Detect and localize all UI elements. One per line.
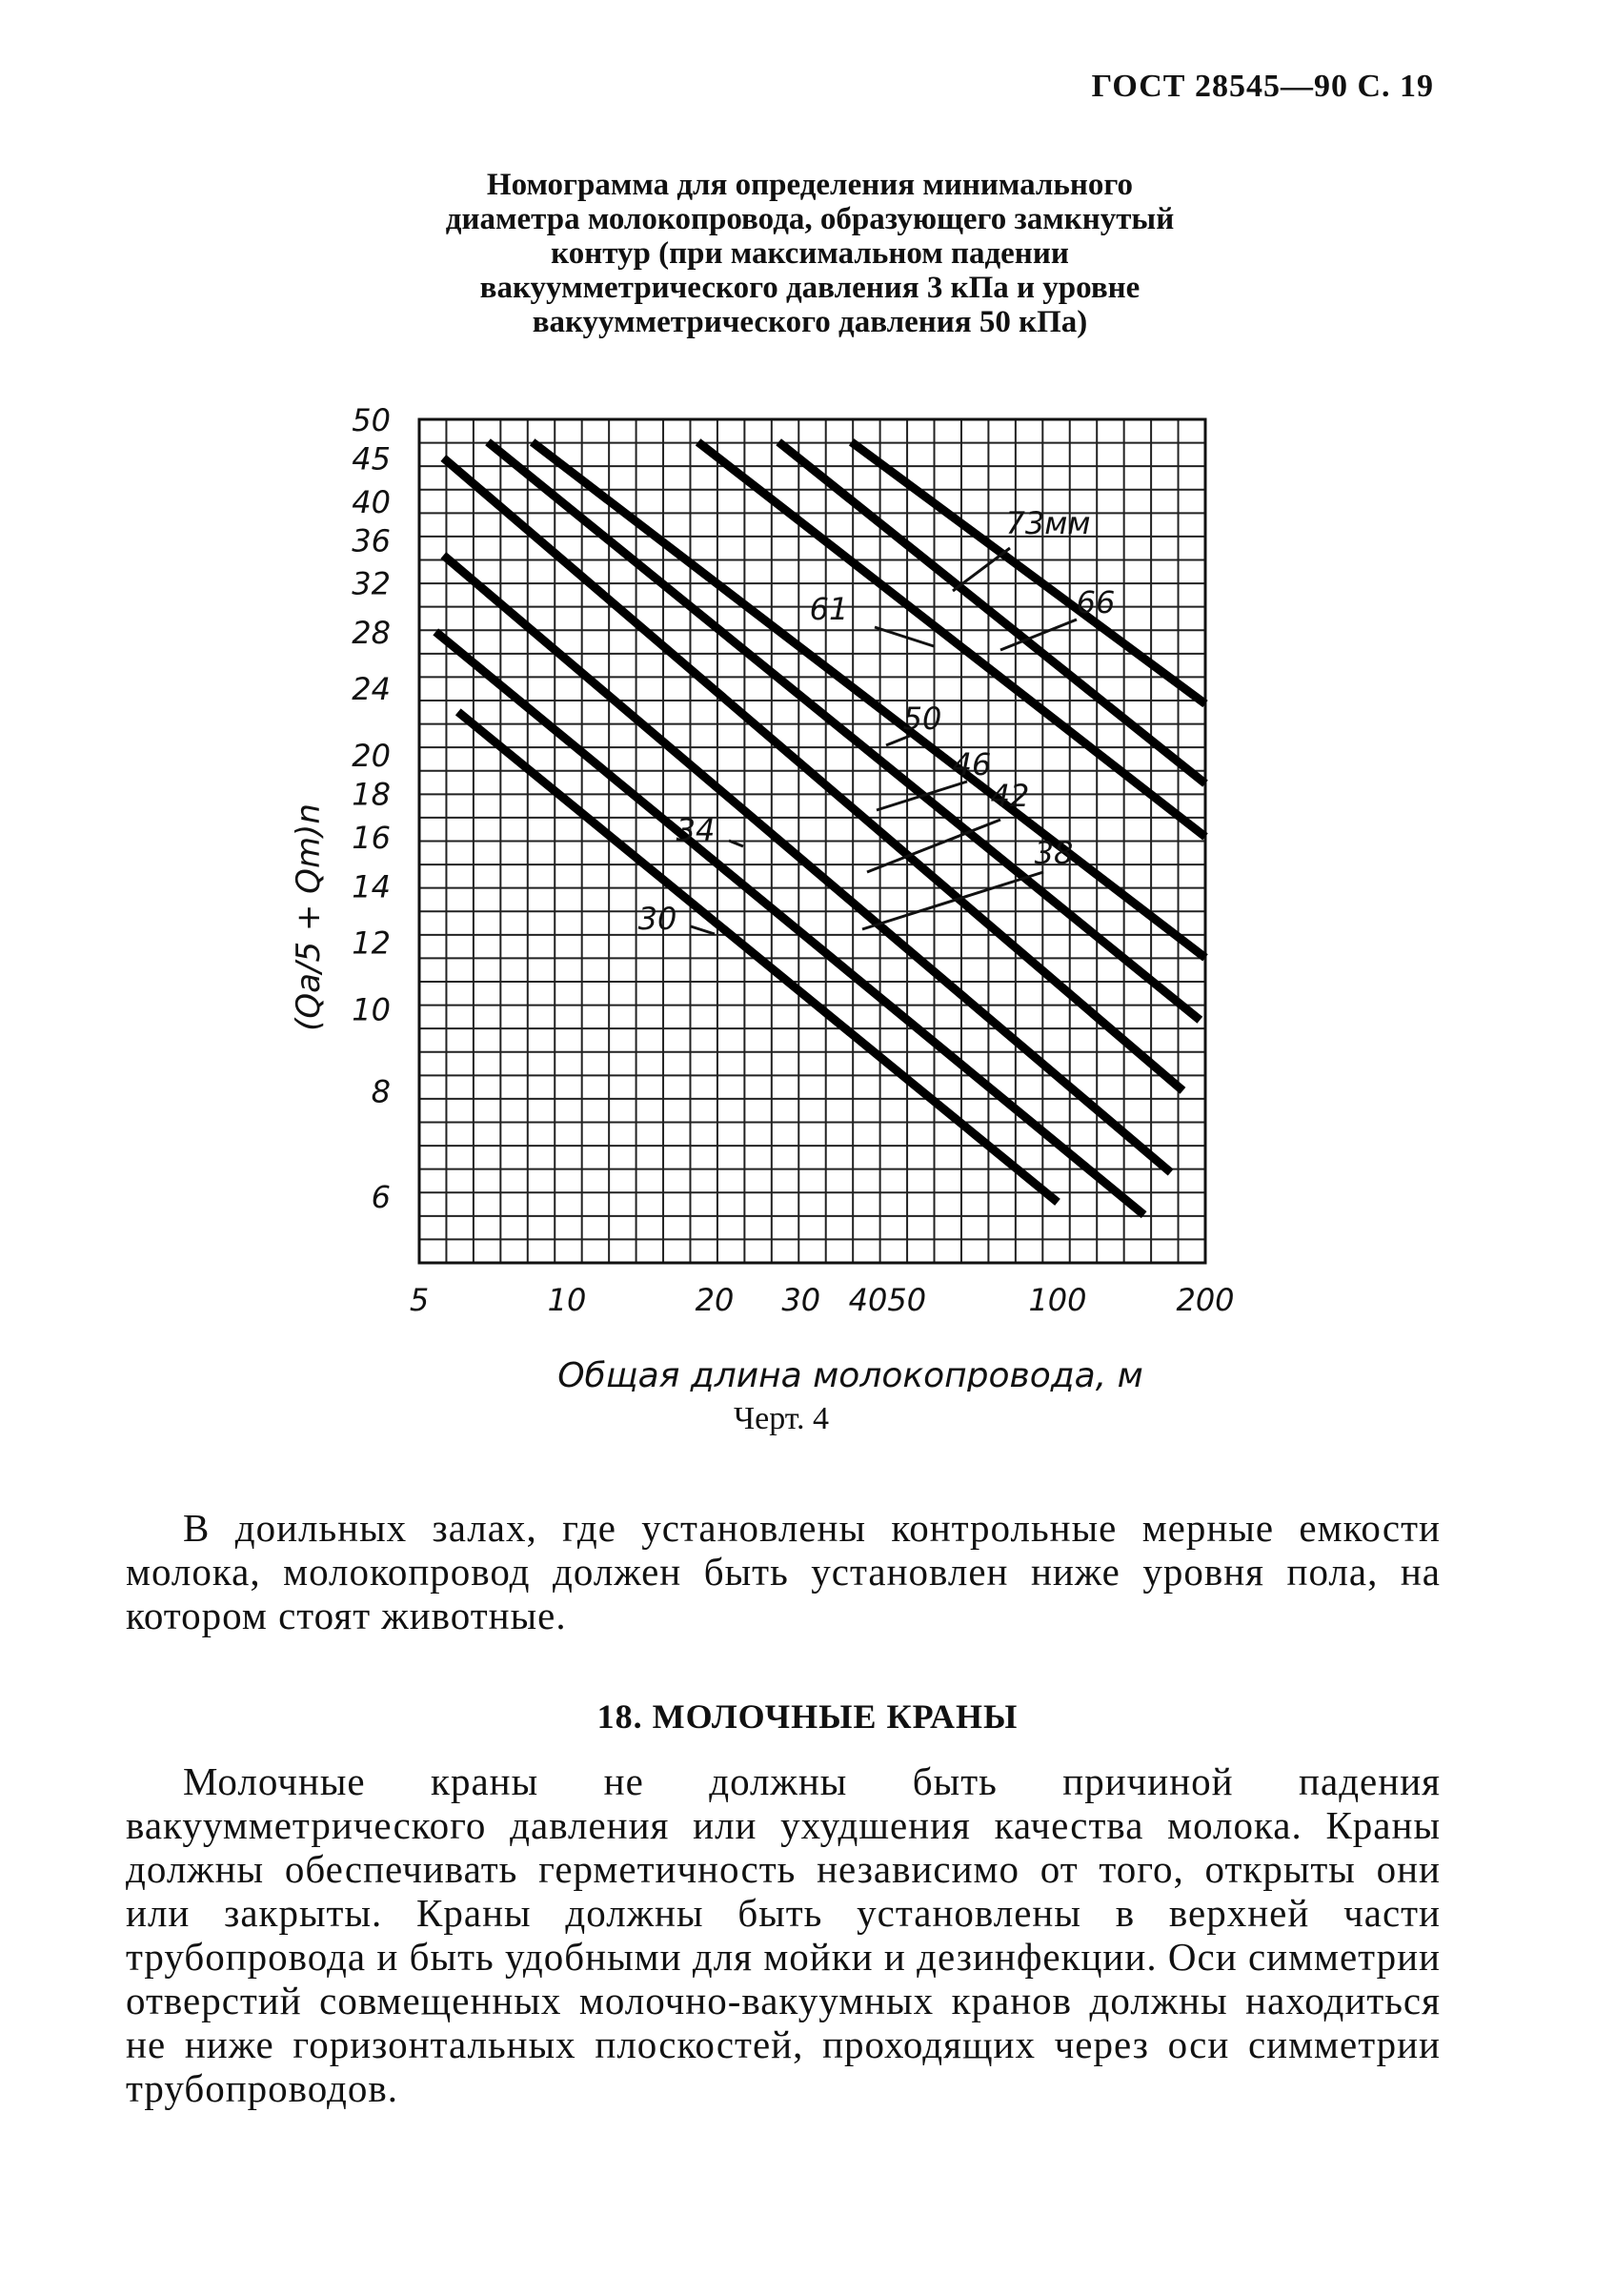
- diameter-line: [435, 632, 1143, 1215]
- y-tick-label: 8: [371, 1073, 391, 1110]
- y-tick-label: 45: [352, 440, 391, 477]
- x-axis-label: Общая длина молокопровода, м: [557, 1356, 1143, 1392]
- figure-title-line: вакуумметрического давления 3 кПа и уровне: [479, 271, 1141, 305]
- x-tick-label: 100: [1028, 1282, 1087, 1318]
- diameter-label: 42: [990, 778, 1030, 814]
- y-tick-label: 16: [352, 819, 391, 856]
- y-tick-label: 10: [352, 991, 391, 1028]
- label-leader-line: [691, 926, 715, 934]
- y-tick-label: 36: [352, 522, 391, 559]
- y-tick-label: 32: [352, 565, 391, 602]
- diameter-line: [458, 712, 1058, 1202]
- y-tick-label: 12: [352, 924, 391, 962]
- y-axis-label: (Qa/5 + Qm)n: [290, 803, 328, 1031]
- x-tick-label: 30: [781, 1282, 821, 1318]
- diameter-label: 61: [809, 591, 849, 627]
- diameter-label: 46: [952, 746, 992, 782]
- figure-caption: Черт. 4: [734, 1401, 830, 1436]
- figure-title-line: диаметра молокопровода, образующего замкнутый: [445, 202, 1175, 236]
- figure-title-line: вакуумметрического давления 50 кПа): [532, 305, 1088, 339]
- diameter-label: 50: [902, 701, 942, 737]
- nomogram-svg: [267, 391, 1248, 1392]
- x-tick-label: 5: [409, 1282, 430, 1318]
- y-tick-label: 40: [352, 483, 391, 520]
- paragraph-milk-taps: [126, 1759, 1441, 2110]
- y-tick-label: 14: [352, 868, 391, 905]
- diameter-label: 73мм: [1005, 505, 1091, 541]
- x-tick-label: 10: [547, 1282, 587, 1318]
- paragraph-text: Молочные краны не должны быть причиной падения вакуумметрического давления или ухудшения качества молока. Краны должны обеспечивать герметичность независимо от того, открыты они или закрыты. Краны должны быть установлены в верхней части трубопровода и быть удобными для мойки и дезинфекции. Оси симметрии отверстий совмещенных молочно-вакуумных кранов должны находиться не ниже горизонтальных плоскостей, проходящих через оси симметрии трубопроводов.: [126, 1759, 1441, 2110]
- diameter-label: 38: [1034, 835, 1074, 871]
- y-tick-label: 24: [352, 671, 391, 708]
- label-leader-line: [877, 782, 967, 810]
- y-tick-label: 50: [352, 402, 391, 438]
- figure-title-line: Номограмма для определения минимального: [486, 168, 1134, 202]
- y-tick-label: 28: [352, 614, 391, 651]
- diameter-label: 30: [637, 901, 677, 937]
- figure-title-line: контур (при максимальном падении: [551, 236, 1069, 271]
- nomogram-chart: [267, 391, 1248, 1396]
- figure-title: [314, 168, 1305, 339]
- paragraph-text: В доильных залах, где установлены контрольные мерные емкости молока, молокопровод должен быть установлен ниже уровня пола, на котором стоят животные.: [126, 1506, 1441, 1637]
- y-tick-label: 6: [371, 1178, 391, 1215]
- y-tick-label: 18: [352, 776, 391, 813]
- diameter-line: [488, 442, 1200, 1021]
- y-tick-label: 20: [352, 738, 391, 775]
- x-tick-label: 4050: [848, 1282, 927, 1318]
- paragraph-milking-halls: [126, 1506, 1441, 1637]
- diameter-label: 34: [676, 812, 716, 848]
- diameter-label: 66: [1076, 584, 1116, 620]
- diameter-line: [852, 442, 1205, 704]
- section-heading: 18. МОЛОЧНЫЕ КРАНЫ: [596, 1697, 1019, 1736]
- page-header: ГОСТ 28545—90 С. 19: [1091, 69, 1434, 104]
- x-tick-label: 200: [1176, 1282, 1235, 1318]
- x-tick-label: 20: [695, 1282, 735, 1318]
